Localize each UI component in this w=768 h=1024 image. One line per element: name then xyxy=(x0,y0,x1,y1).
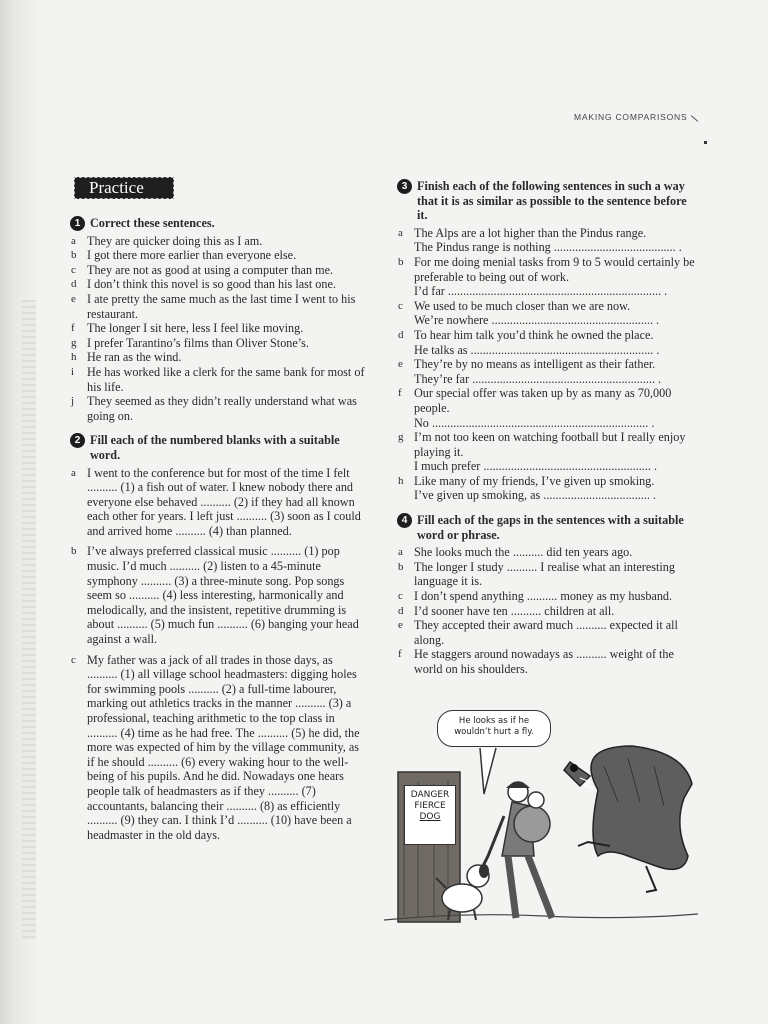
item-label: c xyxy=(398,590,403,603)
item-text: I ate pretty the same much as the last time I went to his restaurant. xyxy=(87,291,356,321)
item-label: c xyxy=(71,263,76,276)
item-text: I’d sooner have ten .......... children at all. xyxy=(414,603,615,618)
item-label: b xyxy=(398,560,404,573)
sign-text: DOG xyxy=(419,812,441,822)
item-text: He ran as the wind. xyxy=(87,350,182,365)
list-item xyxy=(70,466,366,539)
item-text: I don’t think this novel is so good than his last one. xyxy=(87,277,336,292)
scan-mark xyxy=(704,141,707,144)
exercise-number-badge: 1 xyxy=(70,216,85,231)
second-figure xyxy=(514,806,550,842)
answer-line: We’re nowhere ..................................................... . xyxy=(414,313,660,328)
left-column xyxy=(70,216,366,842)
list-item xyxy=(70,365,366,394)
running-head: MAKING COMPARISONS xyxy=(574,112,688,122)
item-label: e xyxy=(71,292,76,305)
item-label: d xyxy=(398,328,404,341)
section-2-heading xyxy=(70,433,366,462)
list-item xyxy=(397,226,697,255)
item-text: He has worked like a clerk for the same bank for most of his life. xyxy=(87,364,365,394)
section-heading-text: Fill each of the gaps in the sentences with a suitable word or phrase. xyxy=(417,513,684,542)
item-label: a xyxy=(71,234,76,247)
section-heading-text: Correct these sentences. xyxy=(90,216,215,230)
exercise-number-badge: 4 xyxy=(397,513,412,528)
list-item xyxy=(397,560,697,589)
item-label: c xyxy=(398,299,403,312)
speech-bubble-tail xyxy=(480,748,496,794)
list-item xyxy=(397,299,697,328)
answer-line: He talks as ............................................................ . xyxy=(414,342,660,357)
big-dog-figure xyxy=(564,746,692,892)
item-label: i xyxy=(71,365,75,378)
list-item xyxy=(397,545,697,560)
list-item xyxy=(397,647,697,676)
list-item xyxy=(397,357,697,386)
list-item xyxy=(70,263,366,278)
item-label: b xyxy=(71,249,77,262)
item-label: a xyxy=(398,226,403,239)
item-label: f xyxy=(398,648,402,661)
section-heading-text: Finish each of the following sentences in such a way that it is as similar as possible to the sentence before it. xyxy=(417,179,687,223)
item-text: Our special offer was taken up by as many as 70,000 people. xyxy=(414,386,672,415)
answer-line: They’re far ............................................................ . xyxy=(414,371,662,386)
speech-bubble-line: wouldn’t hurt a fly. xyxy=(454,727,534,737)
section-heading-text: Fill each of the numbered blanks with a suitable word. xyxy=(90,433,340,462)
list-item xyxy=(70,248,366,263)
item-text: The longer I study .......... I realise what an interesting language it is. xyxy=(414,559,675,589)
item-text: They’re by no means as intelligent as their father. xyxy=(414,357,656,372)
item-text: For me doing menial tasks from 9 to 5 would certainly be preferable to being out of work. xyxy=(414,254,695,284)
item-text: He staggers around nowadays as .......... weight of the world on his shoulders. xyxy=(414,647,674,676)
exercise-number-badge: 3 xyxy=(397,179,412,194)
list-item xyxy=(397,618,697,647)
man-figure xyxy=(480,782,552,918)
item-label: d xyxy=(71,278,77,291)
exercise-number-badge: 2 xyxy=(70,433,85,448)
item-text: They accepted their award much .......... expected it all along. xyxy=(414,618,678,647)
list-item xyxy=(70,321,366,336)
section-4-heading xyxy=(397,513,697,542)
item-text: I’ve always preferred classical music .......... (1) pop music. I’d much .......... (2) listen to a 45-minute symphony .......... (3) a three-minute song. Pop songs seem so .......... (4) less interesting, harmonically and melodically, and the insistent, repetitive drumming is about .......... (5) much fun .......... (6) banging your head against a wall. xyxy=(87,544,359,647)
list-item xyxy=(70,336,366,351)
item-label: e xyxy=(398,619,403,632)
speech-bubble xyxy=(437,710,551,747)
list-item xyxy=(397,604,697,619)
item-text: I’m not too keen on watching football but I really enjoy playing it. xyxy=(414,430,686,459)
section-3-heading xyxy=(397,179,697,223)
item-label: d xyxy=(398,604,404,617)
answer-line: I’ve given up smoking, as ................................... . xyxy=(414,488,657,503)
list-item xyxy=(70,394,366,423)
item-label: g xyxy=(71,336,77,349)
speech-bubble-line: He looks as if he xyxy=(458,716,530,726)
sign-text: DANGER xyxy=(410,790,450,800)
sign-text: FIERCE xyxy=(414,801,446,811)
item-label: j xyxy=(71,395,75,408)
list-item xyxy=(397,430,697,474)
list-item xyxy=(70,292,366,321)
list-item xyxy=(70,234,366,249)
item-text: The longer I sit here, less I feel like moving. xyxy=(87,321,304,336)
answer-line: I’d far ...................................................................... . xyxy=(414,284,668,299)
item-label: b xyxy=(71,545,77,558)
item-text: They seemed as they didn’t really understand what was going on. xyxy=(87,394,357,423)
item-text: We used to be much closer than we are now. xyxy=(414,298,631,313)
item-text: My father was a jack of all trades in those days, as .......... (1) all village school headmasters: digging holes for swimming pools .......... (2) a full-time labourer, marking out athletics tracks in the manner .......... (3) a professional, teaching arithmetic to the top class in .......... (4) time as he had free. The .......... (5) he did, the more was expected of him by the village community, as if he should .......... (6) every waking hour to the well-being of his pupils. And he did. Nowadays one hears people talk of headmasters as if they .......... (7) accountants, balancing their .......... (8) as efficiently .......... (9) they can. I think I’d .......... (10) have been a headmaster in the old days. xyxy=(87,652,360,842)
item-label: g xyxy=(398,431,404,444)
answer-line: I much prefer ....................................................... . xyxy=(414,459,658,474)
list-item xyxy=(70,544,366,646)
list-item xyxy=(70,277,366,292)
item-label: b xyxy=(398,255,404,268)
item-label: a xyxy=(398,546,403,559)
item-text: I went to the conference but for most of the time I felt .......... (1) a fish out of water. I knew nobody there and everyone else behaved .......... (2) if they had all known each other for years. I left just .......... (3) soon as I could and arrived home .......... (4) than planned. xyxy=(87,465,361,538)
item-label: a xyxy=(71,466,76,479)
item-text: I got there more earlier than everyone else. xyxy=(87,248,297,263)
item-label: e xyxy=(398,358,403,371)
list-item xyxy=(70,350,366,365)
practice-heading: Practice xyxy=(74,177,174,199)
danger-sign xyxy=(404,785,456,845)
list-item xyxy=(397,386,697,430)
item-text: I don’t spend anything .......... money as my husband. xyxy=(414,589,673,604)
scan-margin-texture xyxy=(22,300,36,940)
section-1-heading xyxy=(70,216,366,231)
item-text: They are quicker doing this as I am. xyxy=(87,233,263,248)
item-text: To hear him talk you’d think he owned the place. xyxy=(414,327,654,342)
right-column xyxy=(397,179,697,677)
item-label: h xyxy=(398,474,404,487)
list-item xyxy=(397,589,697,604)
scan-mark xyxy=(691,115,699,122)
list-item xyxy=(397,474,697,503)
item-text: I prefer Tarantino’s films than Oliver Stone’s. xyxy=(87,335,309,350)
item-label: f xyxy=(71,322,75,335)
item-text: The Alps are a lot higher than the Pindus range. xyxy=(414,225,647,240)
item-text: She looks much the .......... did ten years ago. xyxy=(414,545,633,560)
item-label: h xyxy=(71,351,77,364)
item-label: f xyxy=(398,387,402,400)
item-label: c xyxy=(71,653,76,666)
answer-line: No ....................................................................... . xyxy=(414,415,655,430)
item-text: They are not as good at using a computer than me. xyxy=(87,262,334,277)
item-text: Like many of my friends, I’ve given up smoking. xyxy=(414,473,655,488)
list-item xyxy=(397,255,697,299)
answer-line: The Pindus range is nothing ........................................ . xyxy=(414,240,682,255)
list-item xyxy=(397,328,697,357)
list-item xyxy=(70,653,366,843)
